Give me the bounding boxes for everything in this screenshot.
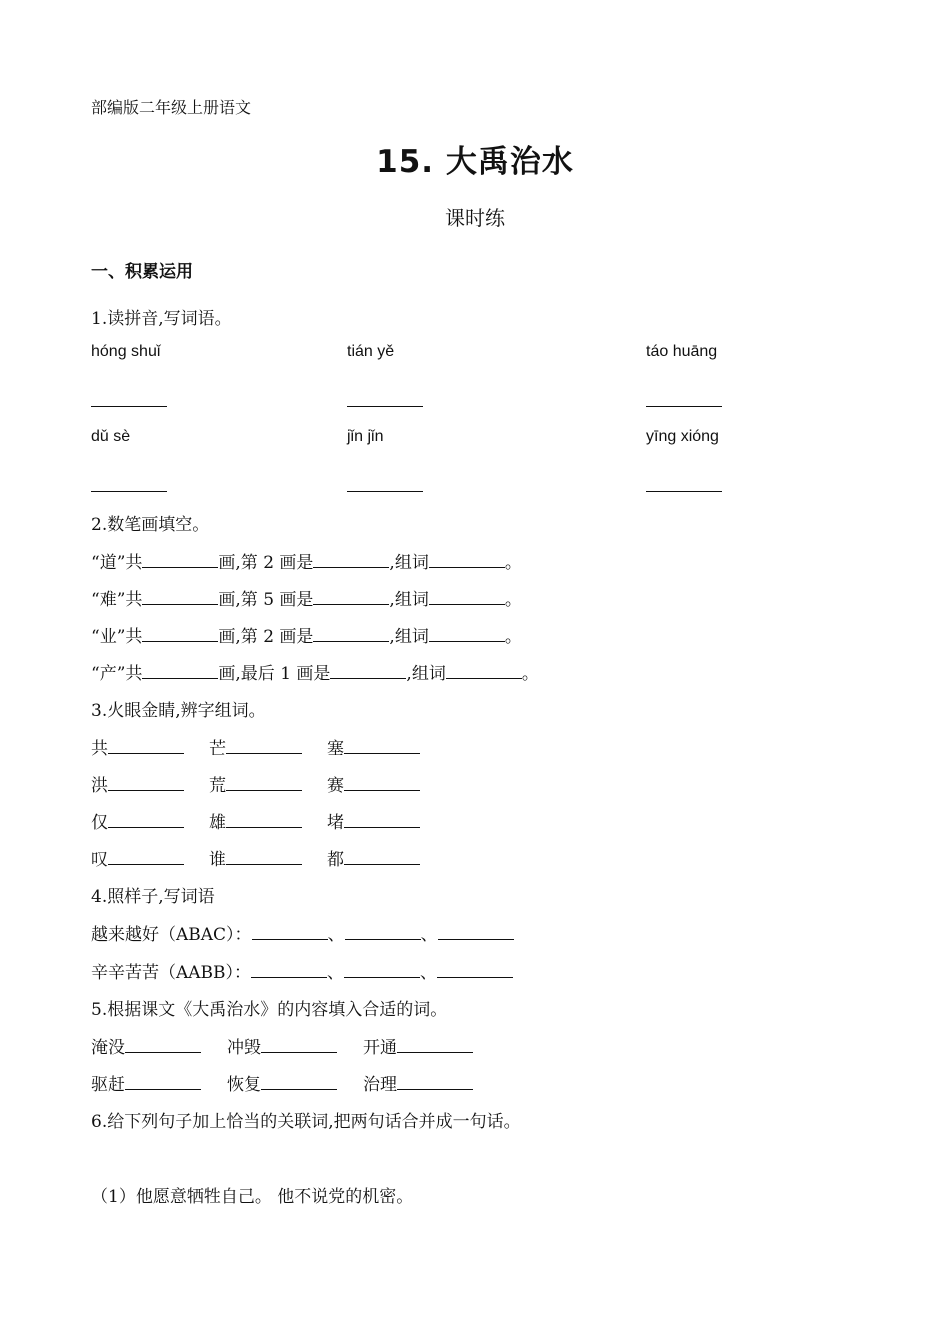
answer-blank[interactable]	[261, 1073, 337, 1090]
char-row: 仅 雄 堵	[91, 808, 445, 833]
answer-blank[interactable]	[344, 961, 420, 978]
answer-blank[interactable]	[429, 551, 505, 568]
answer-blank[interactable]	[226, 774, 302, 791]
question-6-prompt: 6.给下列句子加上恰当的关联词,把两句话合并成一句话。	[91, 1112, 521, 1132]
pinyin-4: dǔ sè	[91, 428, 131, 445]
answer-blank[interactable]	[142, 588, 218, 605]
answer-blank[interactable]	[108, 774, 184, 791]
answer-blank[interactable]	[344, 848, 420, 865]
pinyin-2: tián yě	[347, 343, 395, 360]
word-row: 驱赶 恢复 治理	[91, 1070, 499, 1095]
pinyin-3: táo huāng	[646, 343, 718, 360]
answer-blank[interactable]	[344, 811, 420, 828]
answer-blank[interactable]	[345, 923, 421, 940]
question-2-prompt: 2.数笔画填空。	[91, 515, 210, 535]
answer-blank[interactable]	[226, 848, 302, 865]
answer-blank[interactable]	[646, 490, 722, 492]
answer-blank[interactable]	[142, 551, 218, 568]
stroke-line: “业”共 画,第 2 画是 ,组词 。	[91, 627, 522, 647]
answer-blank[interactable]	[252, 923, 328, 940]
question-5-prompt: 5.根据课文《大禹治水》的内容填入合适的词。	[91, 1000, 448, 1020]
answer-blank[interactable]	[91, 405, 167, 407]
pinyin-5: jǐn jǐn	[347, 428, 384, 445]
answer-blank[interactable]	[437, 961, 513, 978]
answer-blank[interactable]	[261, 1036, 337, 1053]
answer-blank[interactable]	[142, 662, 218, 679]
answer-blank[interactable]	[347, 490, 423, 492]
answer-blank[interactable]	[108, 737, 184, 754]
pattern-line: 辛辛苦苦（AABB）： 、 、	[91, 958, 513, 983]
answer-blank[interactable]	[429, 625, 505, 642]
char-row: 叹 谁 都	[91, 845, 445, 870]
answer-blank[interactable]	[108, 848, 184, 865]
pinyin-1: hóng shuǐ	[91, 343, 161, 360]
char-row: 洪 荒 赛	[91, 771, 445, 796]
answer-blank[interactable]	[347, 405, 423, 407]
answer-blank[interactable]	[397, 1073, 473, 1090]
question-6-item-1: （1）他愿意牺牲自己。 他不说党的机密。	[91, 1187, 414, 1207]
char-row: 共 芒 塞	[91, 734, 445, 759]
answer-blank[interactable]	[125, 1036, 201, 1053]
answer-blank[interactable]	[344, 774, 420, 791]
answer-blank[interactable]	[226, 737, 302, 754]
question-1-prompt: 1.读拼音,写词语。	[91, 309, 232, 329]
answer-blank[interactable]	[226, 811, 302, 828]
answer-blank[interactable]	[125, 1073, 201, 1090]
pattern-line: 越来越好（ABAC）： 、 、	[91, 920, 514, 945]
answer-blank[interactable]	[313, 551, 389, 568]
page-subtitle: 课时练	[445, 206, 505, 230]
answer-blank[interactable]	[344, 737, 420, 754]
answer-blank[interactable]	[251, 961, 327, 978]
word-row: 淹没 冲毁 开通	[91, 1033, 499, 1058]
section-heading: 一、积累运用	[91, 262, 193, 282]
answer-blank[interactable]	[313, 625, 389, 642]
question-3-prompt: 3.火眼金睛,辨字组词。	[91, 701, 266, 721]
answer-blank[interactable]	[446, 662, 522, 679]
answer-blank[interactable]	[397, 1036, 473, 1053]
page-header: 部编版二年级上册语文	[91, 98, 252, 117]
stroke-line: “产”共 画,最后 1 画是 ,组词 。	[91, 664, 539, 684]
answer-blank[interactable]	[108, 811, 184, 828]
stroke-line: “难”共 画,第 5 画是 ,组词 。	[91, 590, 522, 610]
question-4-prompt: 4.照样子,写词语	[91, 887, 215, 907]
answer-blank[interactable]	[91, 490, 167, 492]
answer-blank[interactable]	[438, 923, 514, 940]
answer-blank[interactable]	[313, 588, 389, 605]
stroke-line: “道”共 画,第 2 画是 ,组词 。	[91, 553, 522, 573]
answer-blank[interactable]	[646, 405, 722, 407]
answer-blank[interactable]	[142, 625, 218, 642]
pinyin-6: yīng xióng	[646, 428, 719, 445]
page-title: 15. 大禹治水	[376, 144, 574, 180]
answer-blank[interactable]	[330, 662, 406, 679]
answer-blank[interactable]	[429, 588, 505, 605]
